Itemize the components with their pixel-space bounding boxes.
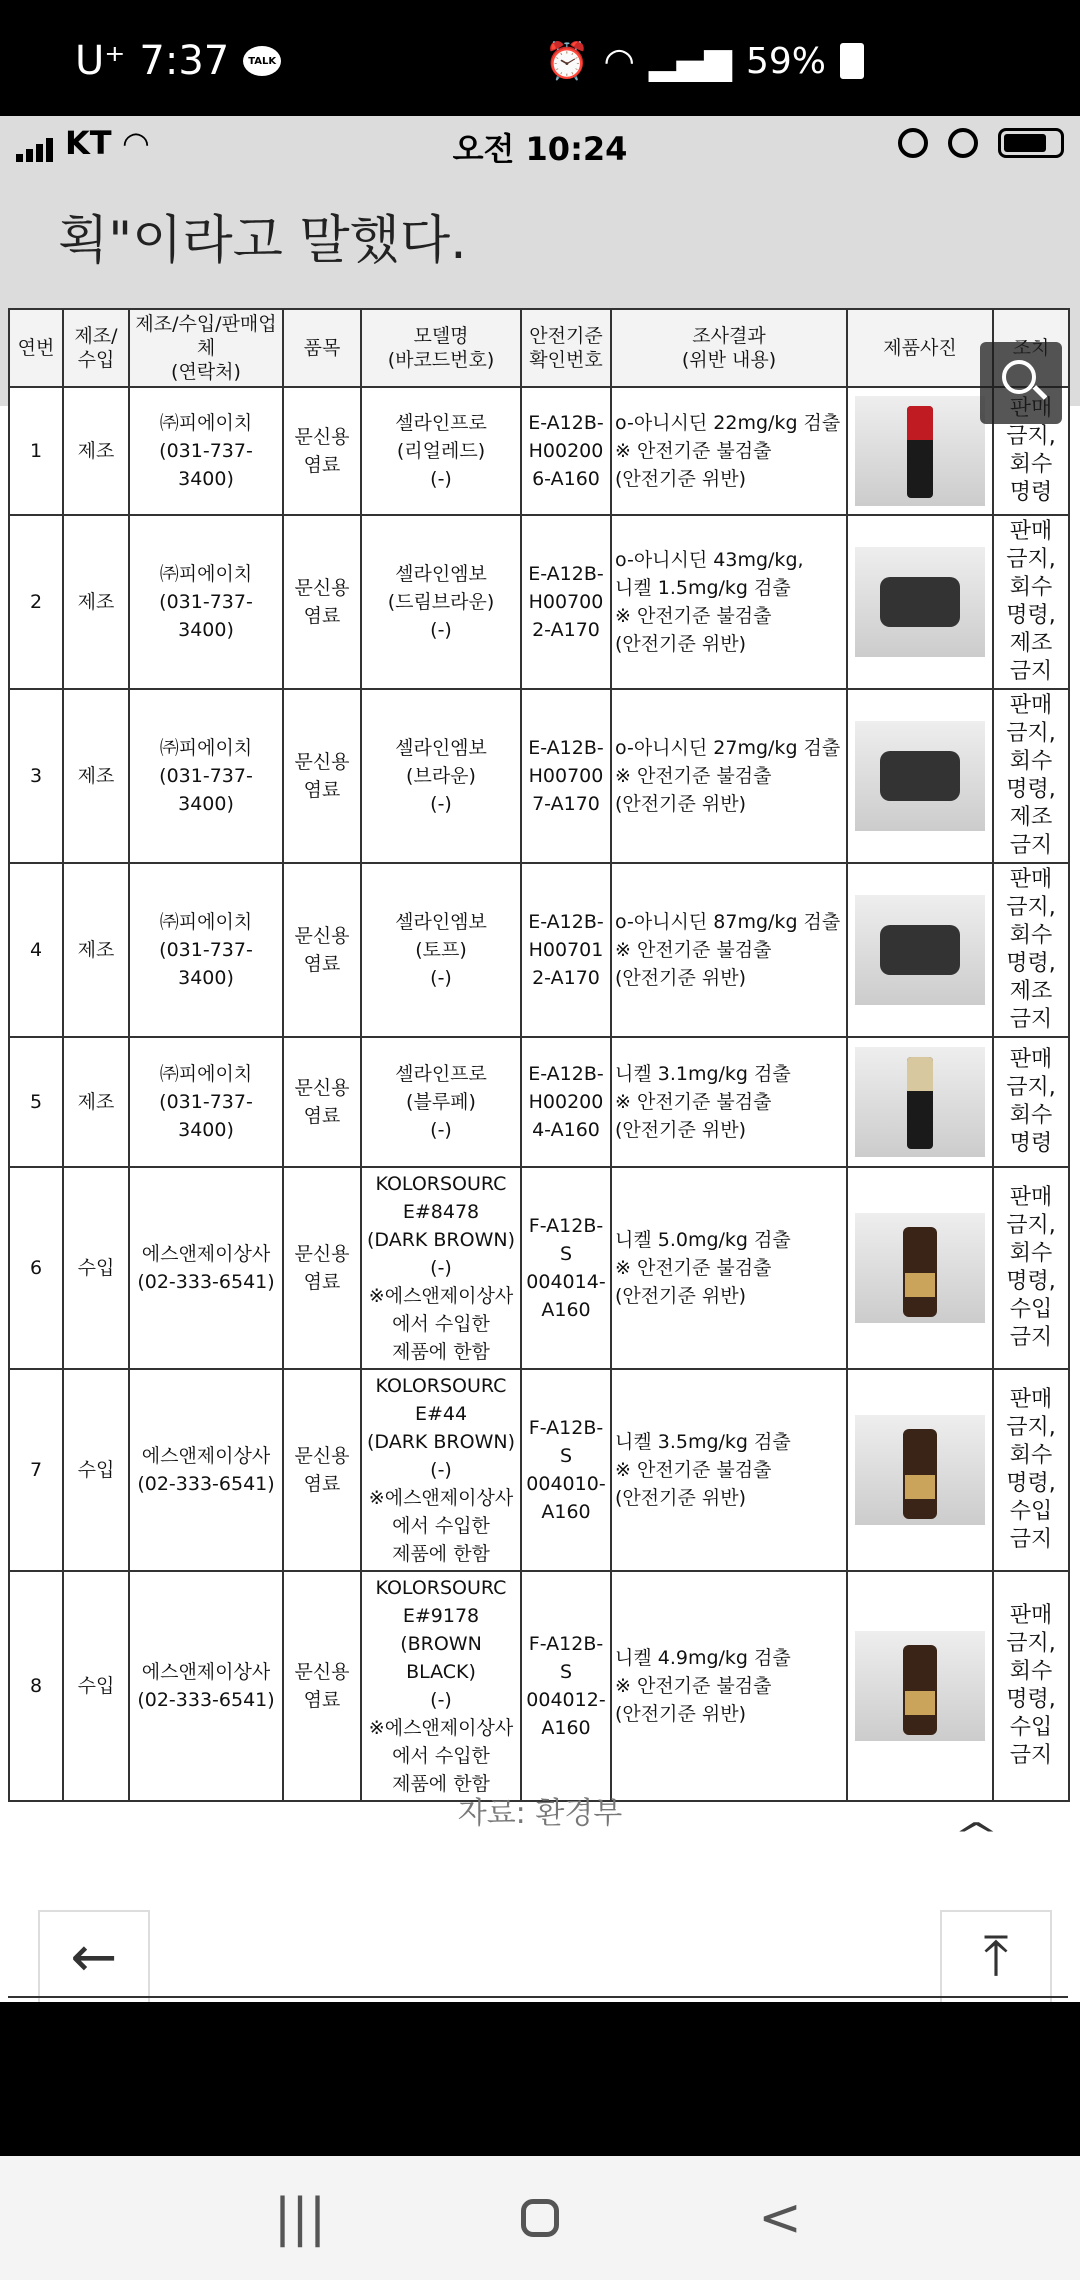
table-header-cell: 조사결과 (위반 내용) xyxy=(611,309,847,387)
table-cell-cert: E-A12B- H00701 2-A170 xyxy=(521,863,611,1037)
table-cell-company: ㈜피에이치 (031-737-3400) xyxy=(129,387,283,515)
back-chevron-icon: < xyxy=(758,2188,802,2248)
table-row xyxy=(9,515,1069,689)
table-cell-no: 8 xyxy=(9,1571,63,1801)
table-cell-company: ㈜피에이치 (031-737-3400) xyxy=(129,863,283,1037)
table-cell-action: 판매 금지, 회수 명령, 제조 금지 xyxy=(993,515,1069,689)
table-row xyxy=(9,1037,1069,1167)
search-icon xyxy=(1002,360,1036,394)
system-nav-bar xyxy=(0,2156,1080,2280)
table-cell-action: 판매 금지, 회수 명령, 수입 금지 xyxy=(993,1167,1069,1369)
table-cell-type: 수입 xyxy=(63,1167,129,1369)
table-cell-item: 문신용 염료 xyxy=(283,1167,361,1369)
signal-icon: ▂▄▆ xyxy=(648,40,732,82)
recent-apps-icon: ||| xyxy=(273,2188,327,2248)
table-cell-result: 니켈 4.9mg/kg 검출 ※ 안전기준 불검출 (안전기준 위반) xyxy=(611,1571,847,1801)
table-cell-type: 제조 xyxy=(63,387,129,515)
table-header-cell: 모델명 (바코드번호) xyxy=(361,309,521,387)
home-button[interactable] xyxy=(500,2199,580,2237)
product-image xyxy=(855,1415,985,1525)
battery-icon xyxy=(998,128,1064,158)
table-cell-action: 판매 금지, 회수 명령, 수입 금지 xyxy=(993,1571,1069,1801)
table-row xyxy=(9,689,1069,863)
table-cell-cert: E-A12B- H00200 4-A160 xyxy=(521,1037,611,1167)
arrow-to-top-icon: ⤒ xyxy=(983,1924,1009,1989)
table-cell-type: 수입 xyxy=(63,1571,129,1801)
table-cell-no: 5 xyxy=(9,1037,63,1167)
black-gap xyxy=(0,2002,1080,2156)
table-cell-model: 셀라인엠보 (토프) (-) xyxy=(361,863,521,1037)
table-cell-no: 4 xyxy=(9,863,63,1037)
table-cell-result: 니켈 3.1mg/kg 검출 ※ 안전기준 불검출 (안전기준 위반) xyxy=(611,1037,847,1167)
product-photo xyxy=(847,1571,993,1801)
table-cell-company: 에스앤제이상사 (02-333-6541) xyxy=(129,1369,283,1571)
table-cell-item: 문신용 염료 xyxy=(283,387,361,515)
table-cell-item: 문신용 염료 xyxy=(283,1369,361,1571)
table-cell-type: 수입 xyxy=(63,1369,129,1571)
rotation-lock-icon xyxy=(898,128,928,158)
product-image xyxy=(855,895,985,1005)
table-cell-action: 판매 금지, 회수 명령, 수입 금지 xyxy=(993,1369,1069,1571)
table-cell-action: 판매 금지, 회수 명령 xyxy=(993,1037,1069,1167)
table-cell-result: o-아니시딘 87mg/kg 검출 ※ 안전기준 불검출 (안전기준 위반) xyxy=(611,863,847,1037)
table-cell-cert: E-A12B- H00200 6-A160 xyxy=(521,387,611,515)
product-image xyxy=(855,1213,985,1323)
product-photo xyxy=(847,515,993,689)
table-row xyxy=(9,387,1069,515)
recent-apps-button[interactable] xyxy=(260,2188,340,2248)
table-cell-item: 문신용 염료 xyxy=(283,863,361,1037)
product-image xyxy=(855,396,985,506)
product-image xyxy=(855,1631,985,1741)
table-cell-result: o-아니시딘 43mg/kg, 니켈 1.5mg/kg 검출 ※ 안전기준 불검출 (안전기준 위반) xyxy=(611,515,847,689)
wifi-icon: ◠ xyxy=(603,40,635,82)
table-cell-type: 제조 xyxy=(63,863,129,1037)
table-cell-model: 셀라인프로 (리얼레드) (-) xyxy=(361,387,521,515)
table-cell-company: ㈜피에이치 (031-737-3400) xyxy=(129,1037,283,1167)
table-cell-item: 문신용 염료 xyxy=(283,689,361,863)
table-cell-cert: E-A12B- H00700 2-A170 xyxy=(521,515,611,689)
inner-carrier: KT xyxy=(65,124,112,162)
table-cell-result: o-아니시딘 22mg/kg 검출 ※ 안전기준 불검출 (안전기준 위반) xyxy=(611,387,847,515)
product-image xyxy=(855,1047,985,1157)
table-cell-model: KOLORSOURC E#9178 (BROWN BLACK) (-) ※에스앤제이상사 에서 수입한 제품에 한함 xyxy=(361,1571,521,1801)
table-header-cell: 제조/ 수입 xyxy=(63,309,129,387)
table-cell-company: ㈜피에이치 (031-737-3400) xyxy=(129,689,283,863)
product-photo xyxy=(847,1167,993,1369)
table-cell-type: 제조 xyxy=(63,515,129,689)
table-header-cell: 제품사진 xyxy=(847,309,993,387)
table-cell-action: 판매 금지, 회수 명령, 제조 금지 xyxy=(993,689,1069,863)
table-cell-company: 에스앤제이상사 (02-333-6541) xyxy=(129,1571,283,1801)
table-cell-no: 6 xyxy=(9,1167,63,1369)
table-cell-model: 셀라인프로 (블루페) (-) xyxy=(361,1037,521,1167)
headline-text: 획"이라고 말했다. xyxy=(58,211,467,271)
table-cell-result: 니켈 5.0mg/kg 검출 ※ 안전기준 불검출 (안전기준 위반) xyxy=(611,1167,847,1369)
table-cell-cert: F-A12B-S 004012- A160 xyxy=(521,1571,611,1801)
product-photo xyxy=(847,1037,993,1167)
product-photo xyxy=(847,387,993,515)
table-cell-item: 문신용 염료 xyxy=(283,515,361,689)
scroll-to-top-button[interactable] xyxy=(940,1910,1052,2002)
table-cell-company: 에스앤제이상사 (02-333-6541) xyxy=(129,1167,283,1369)
outer-status-bar xyxy=(0,0,1080,116)
table-cell-no: 2 xyxy=(9,515,63,689)
table-cell-result: 니켈 3.5mg/kg 검출 ※ 안전기준 불검출 (안전기준 위반) xyxy=(611,1369,847,1571)
table-cell-cert: F-A12B-S 004014- A160 xyxy=(521,1167,611,1369)
battery-percent: 59% xyxy=(745,40,826,82)
table-cell-model: 셀라인엠보 (드림브라운) (-) xyxy=(361,515,521,689)
table-row xyxy=(9,1571,1069,1801)
image-search-button[interactable] xyxy=(980,342,1062,424)
product-photo xyxy=(847,1369,993,1571)
table-cell-company: ㈜피에이치 (031-737-3400) xyxy=(129,515,283,689)
table-header-row xyxy=(9,309,1069,387)
nav-back-button[interactable] xyxy=(740,2188,820,2248)
table-cell-no: 3 xyxy=(9,689,63,863)
kakaotalk-icon: TALK xyxy=(243,46,281,76)
table-cell-cert: E-A12B- H00700 7-A170 xyxy=(521,689,611,863)
table-row xyxy=(9,1167,1069,1369)
product-image xyxy=(855,721,985,831)
table-header-cell: 품목 xyxy=(283,309,361,387)
table-cell-model: KOLORSOURC E#8478 (DARK BROWN) (-) ※에스앤제이상사 에서 수입한 제품에 한함 xyxy=(361,1167,521,1369)
table-cell-model: 셀라인엠보 (브라운) (-) xyxy=(361,689,521,863)
battery-icon xyxy=(840,43,864,79)
table-cell-item: 문신용 염료 xyxy=(283,1037,361,1167)
wifi-icon: ◠ xyxy=(123,124,149,162)
table-cell-cert: F-A12B-S 004010- A160 xyxy=(521,1369,611,1571)
table-cell-model: KOLORSOURC E#44 (DARK BROWN) (-) ※에스앤제이상사 에서 수입한 제품에 한함 xyxy=(361,1369,521,1571)
table-header-cell: 안전기준 확인번호 xyxy=(521,309,611,387)
alarm-icon xyxy=(948,128,978,158)
table-cell-type: 제조 xyxy=(63,689,129,863)
table-cell-no: 1 xyxy=(9,387,63,515)
product-image xyxy=(855,547,985,657)
inner-clock: 오전 10:24 xyxy=(452,130,628,168)
product-photo xyxy=(847,863,993,1037)
product-photo xyxy=(847,689,993,863)
table-header-cell: 연번 xyxy=(9,309,63,387)
table-cell-result: o-아니시딘 27mg/kg 검출 ※ 안전기준 불검출 (안전기준 위반) xyxy=(611,689,847,863)
table-row xyxy=(9,863,1069,1037)
back-button[interactable] xyxy=(38,1910,150,2002)
carrier-label: U⁺ xyxy=(75,38,126,84)
table-cell-type: 제조 xyxy=(63,1037,129,1167)
table-row xyxy=(9,1369,1069,1571)
chevron-up-icon[interactable]: ^ xyxy=(953,1816,1000,1856)
alarm-icon: ⏰ xyxy=(544,41,590,82)
table-cell-no: 7 xyxy=(9,1369,63,1571)
home-icon xyxy=(521,2199,559,2237)
arrow-left-icon: ← xyxy=(70,1924,118,1990)
clock: 7:37 xyxy=(139,38,230,84)
table-header-cell: 제조/수입/판매업체 (연락처) xyxy=(129,309,283,387)
recall-table xyxy=(8,308,1070,1802)
inner-status-bar xyxy=(0,116,1080,176)
table-cell-action: 금지, 회수 명령 xyxy=(993,387,1069,515)
table-cell-action: 판매 금지, 회수 명령, 제조 금지 xyxy=(993,863,1069,1037)
source-caption: 자료: 환경부 xyxy=(457,1796,623,1831)
screenshot-content[interactable] xyxy=(0,116,1080,2002)
table-cell-item: 문신용 염료 xyxy=(283,1571,361,1801)
